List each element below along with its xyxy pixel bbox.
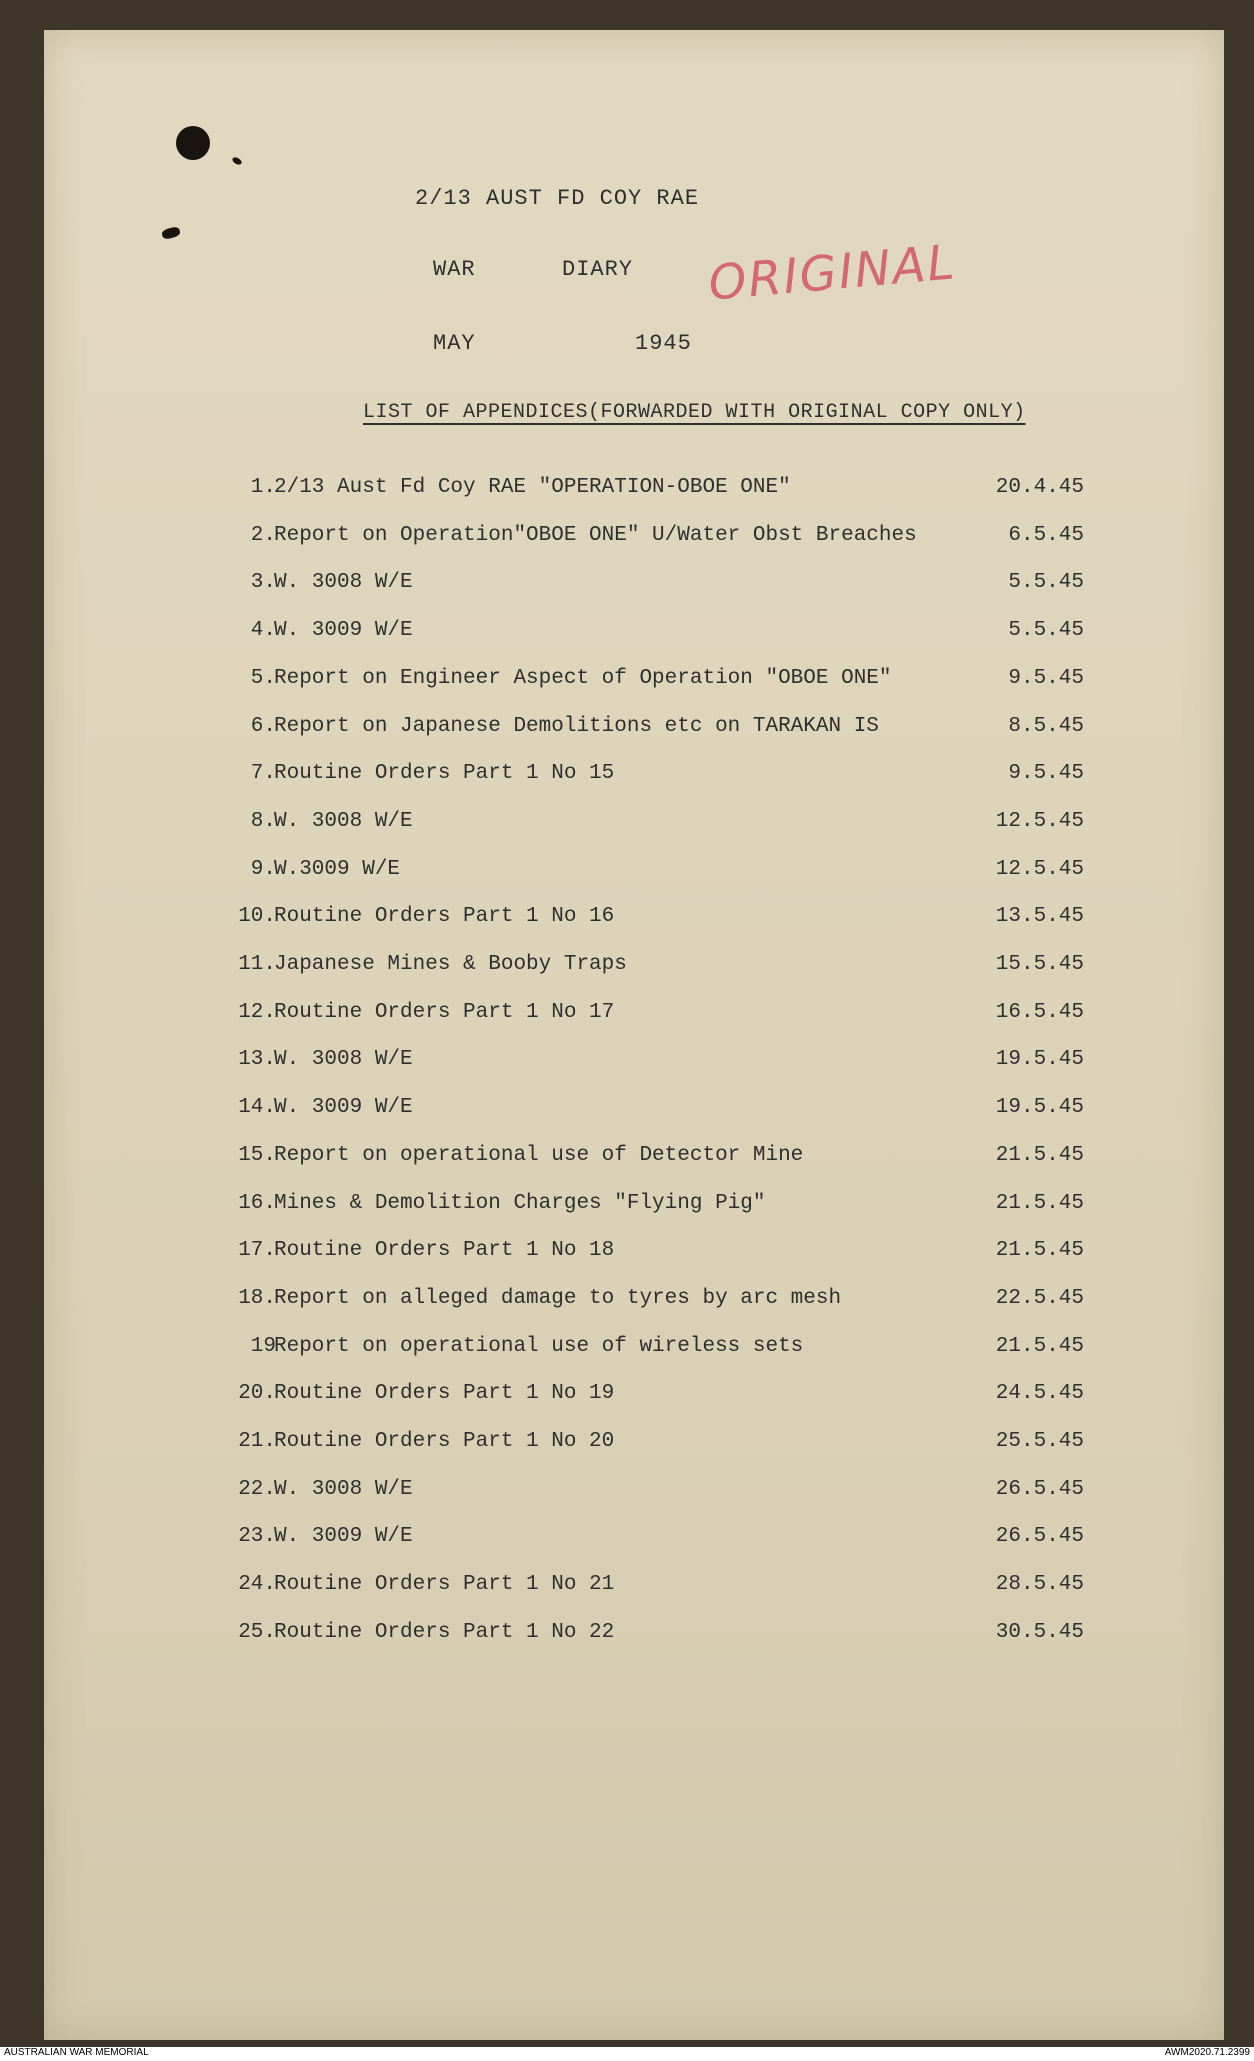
appendix-description: Routine Orders Part 1 No 22 <box>274 1620 615 1644</box>
appendix-row <box>44 1144 1224 1180</box>
appendix-row <box>44 1192 1224 1228</box>
appendix-row <box>44 1239 1224 1275</box>
appendix-row <box>44 1573 1224 1609</box>
appendix-date: 9.5.45 <box>1008 762 1084 786</box>
document-page <box>44 30 1224 2040</box>
appendix-date: 26.5.45 <box>995 1477 1084 1501</box>
appendix-number: 1. <box>250 476 276 499</box>
appendix-row <box>44 667 1224 703</box>
appendix-row <box>44 1621 1224 1657</box>
appendix-number: 3. <box>250 571 276 595</box>
appendix-date: 19.5.45 <box>995 1096 1084 1120</box>
appendix-row <box>44 1525 1224 1561</box>
appendix-description: Routine Orders Part 1 No 15 <box>274 762 615 786</box>
original-stamp-text: ORIGINAL <box>706 234 959 312</box>
appendix-number: 9. <box>250 857 276 881</box>
appendix-date: 16.5.45 <box>995 1000 1084 1024</box>
appendix-date: 21.5.45 <box>995 1143 1084 1167</box>
month-label: MAY <box>433 331 476 356</box>
appendix-date: 22.5.45 <box>995 1286 1084 1310</box>
appendix-date: 19.5.45 <box>995 1048 1084 1072</box>
appendix-description: Report on Engineer Aspect of Operation "OBOE ONE" <box>274 666 892 690</box>
appendix-date: 8.5.45 <box>1008 714 1084 738</box>
appendix-description: Mines & Demolition Charges "Flying Pig" <box>274 1191 766 1215</box>
appendix-number: 8. <box>250 809 276 833</box>
unit-title: 2/13 AUST FD COY RAE <box>415 186 700 211</box>
appendix-description: W. 3009 W/E <box>274 619 413 643</box>
appendix-description: W. 3008 W/E <box>274 1477 413 1501</box>
appendix-number: 4. <box>250 619 276 643</box>
punch-hole <box>161 226 181 240</box>
appendix-number: 20. <box>238 1382 276 1406</box>
appendix-date: 12.5.45 <box>995 857 1084 881</box>
appendix-date: 13.5.45 <box>995 905 1084 929</box>
appendix-row <box>44 1096 1224 1132</box>
appendix-number: 16. <box>238 1191 276 1215</box>
appendix-number: 17. <box>238 1239 276 1263</box>
appendix-description: Routine Orders Part 1 No 18 <box>274 1239 615 1263</box>
appendix-description: Report on alleged damage to tyres by arc mesh <box>274 1286 842 1310</box>
appendix-row <box>44 476 1224 512</box>
appendix-row <box>44 762 1224 798</box>
appendix-number: 12. <box>238 1000 276 1024</box>
appendix-description: Report on Japanese Demolitions etc on TARAKAN IS <box>274 714 879 738</box>
appendix-date: 26.5.45 <box>995 1525 1084 1549</box>
appendix-row <box>44 1478 1224 1514</box>
appendix-number: 7. <box>250 762 276 786</box>
appendix-row <box>44 1382 1224 1418</box>
appendix-description: W. 3008 W/E <box>274 809 413 833</box>
appendix-row <box>44 953 1224 989</box>
appendix-number: 14. <box>238 1096 276 1120</box>
appendix-date: 24.5.45 <box>995 1382 1084 1406</box>
footer-credit: AUSTRALIAN WAR MEMORIAL <box>4 2047 149 2058</box>
appendix-row <box>44 619 1224 655</box>
appendix-number: 24. <box>238 1573 276 1597</box>
appendix-number: 21. <box>238 1430 276 1453</box>
appendix-description: Routine Orders Part 1 No 20 <box>274 1430 615 1453</box>
appendix-date: 30.5.45 <box>995 1620 1084 1644</box>
appendix-number: 5. <box>250 666 276 690</box>
appendix-date: 21.5.45 <box>995 1191 1084 1215</box>
appendix-date: 28.5.45 <box>995 1573 1084 1597</box>
appendix-number: 10. <box>238 905 276 929</box>
appendix-date: 12.5.45 <box>995 809 1084 833</box>
appendix-description: Routine Orders Part 1 No 17 <box>274 1000 615 1024</box>
appendix-number: 2. <box>250 523 276 547</box>
appendix-row <box>44 810 1224 846</box>
appendix-date: 5.5.45 <box>1008 619 1084 643</box>
appendix-description: Report on operational use of wireless sets <box>274 1334 804 1358</box>
original-stamp <box>701 220 987 320</box>
appendix-row <box>44 715 1224 751</box>
appendix-row <box>44 1287 1224 1323</box>
punch-hole <box>176 126 210 160</box>
appendix-date: 21.5.45 <box>995 1239 1084 1263</box>
appendix-date: 21.5.45 <box>995 1334 1084 1358</box>
appendix-number: 18. <box>238 1286 276 1310</box>
appendix-description: Routine Orders Part 1 No 16 <box>274 905 615 929</box>
appendix-description: Report on operational use of Detector Mine <box>274 1143 804 1167</box>
appendix-date: 15.5.45 <box>995 953 1084 976</box>
war-label: WAR <box>433 257 476 282</box>
appendix-description: W.3009 W/E <box>274 857 401 881</box>
appendix-description: Routine Orders Part 1 No 19 <box>274 1382 615 1406</box>
appendix-number: 13. <box>238 1048 276 1072</box>
appendix-description: W. 3009 W/E <box>274 1525 413 1549</box>
appendix-date: 9.5.45 <box>1008 666 1084 690</box>
footer-reference: AWM2020.71.2399 <box>1164 2047 1250 2058</box>
appendix-row <box>44 858 1224 894</box>
appendix-date: 5.5.45 <box>1008 571 1084 595</box>
year-label: 1945 <box>635 331 692 356</box>
appendix-number: 22. <box>238 1477 276 1501</box>
appendix-number: 6. <box>250 714 276 738</box>
appendix-row <box>44 1048 1224 1084</box>
punch-hole <box>231 156 243 166</box>
diary-label: DIARY <box>562 257 634 282</box>
appendix-date: 25.5.45 <box>995 1430 1084 1453</box>
appendix-number: 23. <box>238 1525 276 1549</box>
appendix-date: 20.4.45 <box>995 476 1084 499</box>
appendix-description: W. 3008 W/E <box>274 1048 413 1072</box>
appendix-row <box>44 1335 1224 1371</box>
appendix-row <box>44 905 1224 941</box>
appendix-number: 15. <box>238 1143 276 1167</box>
appendix-number: 11. <box>238 953 276 976</box>
appendix-row <box>44 571 1224 607</box>
appendix-description: Report on Operation"OBOE ONE" U/Water Obst Breaches <box>274 523 917 547</box>
appendix-date: 6.5.45 <box>1008 523 1084 547</box>
appendix-number: 25. <box>238 1620 276 1644</box>
appendices-heading: LIST OF APPENDICES(FORWARDED WITH ORIGINAL COPY ONLY) <box>363 401 1026 424</box>
appendix-row <box>44 1001 1224 1037</box>
appendix-description: Japanese Mines & Booby Traps <box>274 953 627 976</box>
appendix-description: W. 3008 W/E <box>274 571 413 595</box>
appendix-description: 2/13 Aust Fd Coy RAE "OPERATION-OBOE ONE" <box>274 476 791 499</box>
appendix-row <box>44 1430 1224 1466</box>
appendix-description: Routine Orders Part 1 No 21 <box>274 1573 615 1597</box>
appendix-number: 19 <box>250 1334 276 1358</box>
appendix-row <box>44 524 1224 560</box>
appendix-description: W. 3009 W/E <box>274 1096 413 1120</box>
